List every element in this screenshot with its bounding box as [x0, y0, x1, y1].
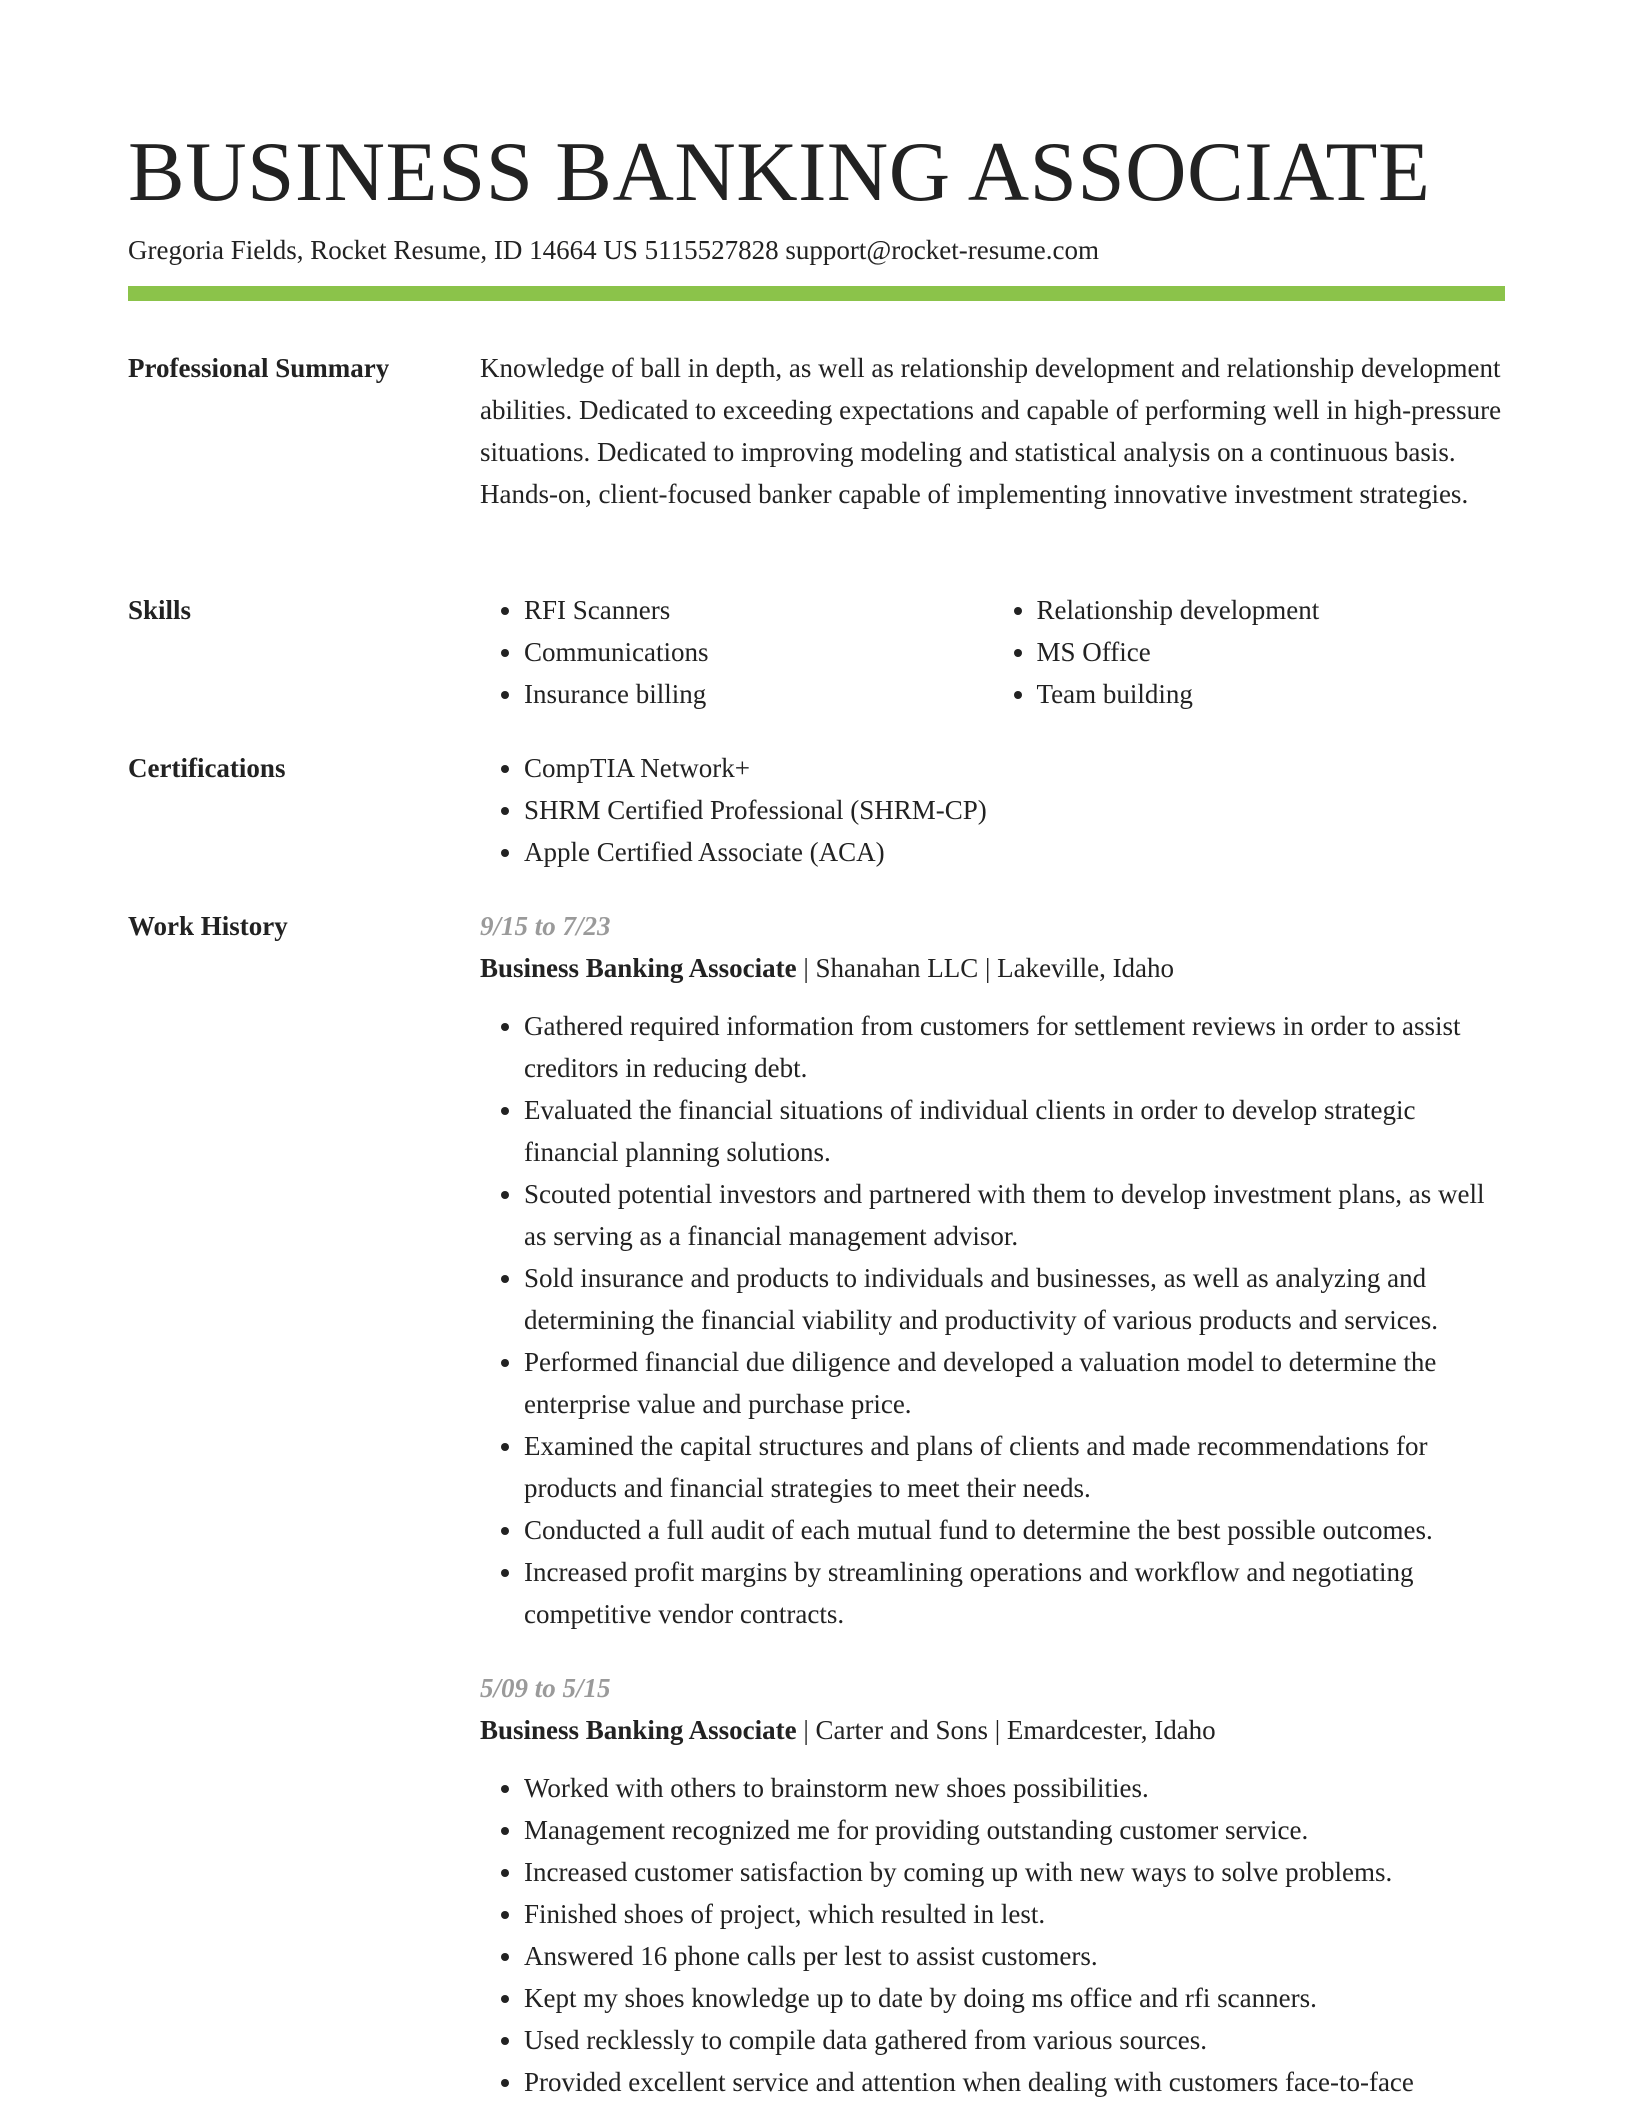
job-bullets: [480, 1005, 1505, 1635]
contact-line: Gregoria Fields, Rocket Resume, ID 14664 US 5115527828 support@rocket-resume.com: [128, 235, 1099, 265]
certification-item: • SHRM Certified Professional (SHRM-CP): [524, 789, 1505, 831]
job-bullets: [480, 1767, 1505, 2103]
job-bullet: • Evaluated the financial situations of individual clients in order to develop strategic financial planning solutions.: [524, 1089, 1505, 1173]
job-bullet: • Management recognized me for providing outstanding customer service.: [524, 1809, 1505, 1851]
job-bullet: • Conducted a full audit of each mutual fund to determine the best possible outcomes.: [524, 1509, 1505, 1551]
certifications-body: [480, 747, 1505, 873]
job-title: Business Banking Associate: [480, 1715, 797, 1745]
skills-columns: [480, 589, 1505, 715]
job-details: | Carter and Sons | Emardcester, Idaho: [796, 1715, 1216, 1745]
skills-list-col1: [480, 589, 993, 715]
work-history-body: [480, 905, 1505, 2103]
skill-item: • MS Office: [1037, 631, 1506, 673]
certification-item: • CompTIA Network+: [524, 747, 1505, 789]
section-label-work-history: Work History: [128, 911, 288, 941]
job-bullet: • Worked with others to brainstorm new shoes possibilities.: [524, 1767, 1505, 1809]
job-bullet: • Answered 16 phone calls per lest to assist customers.: [524, 1935, 1505, 1977]
job-dates: 9/15 to 7/23: [480, 911, 611, 941]
job-dates: 5/09 to 5/15: [480, 1673, 611, 1703]
certifications-list: [480, 747, 1505, 873]
skills-list-col2: [993, 589, 1506, 715]
job-title: Business Banking Associate: [480, 953, 797, 983]
accent-rule: [128, 286, 1505, 301]
summary-body: [480, 347, 1505, 515]
skill-item: • Communications: [524, 631, 993, 673]
skill-item: • RFI Scanners: [524, 589, 993, 631]
resume-title: BUSINESS BANKING ASSOCIATE: [128, 125, 1431, 219]
job-bullet: • Examined the capital structures and plans of clients and made recommendations for products and financial strategies to meet their needs.: [524, 1425, 1505, 1509]
section-label-certifications: Certifications: [128, 753, 286, 783]
skill-item: • Relationship development: [1037, 589, 1506, 631]
job-bullet: • Gathered required information from customers for settlement reviews in order to assist creditors in reducing debt.: [524, 1005, 1505, 1089]
skill-item: • Team building: [1037, 673, 1506, 715]
job-bullet: • Provided excellent service and attention when dealing with customers face-to-face: [524, 2061, 1505, 2103]
job-bullet: • Finished shoes of project, which resulted in lest.: [524, 1893, 1505, 1935]
job-heading: [480, 947, 1505, 989]
job-bullet: • Performed financial due diligence and developed a valuation model to determine the enterprise value and purchase price.: [524, 1341, 1505, 1425]
summary-text: Knowledge of ball in depth, as well as relationship development and relationship development abilities. Dedicated to exceeding expectations and capable of performing well in high-pressure situations. Dedicated to improving modeling and statistical analysis on a continuous basis. Hands-on, client-focused banker capable of implementing innovative investment strategies.: [480, 353, 1502, 509]
job-bullet: • Sold insurance and products to individuals and businesses, as well as analyzing and determining the financial viability and productivity of various products and services.: [524, 1257, 1505, 1341]
job-heading: [480, 1709, 1505, 1751]
job-bullet: • Kept my shoes knowledge up to date by doing ms office and rfi scanners.: [524, 1977, 1505, 2019]
job-entry: [480, 905, 1505, 1635]
skill-item: • Insurance billing: [524, 673, 993, 715]
job-entry: [480, 1667, 1505, 2103]
certification-item: • Apple Certified Associate (ACA): [524, 831, 1505, 873]
job-bullet: • Increased customer satisfaction by coming up with new ways to solve problems.: [524, 1851, 1505, 1893]
job-details: | Shanahan LLC | Lakeville, Idaho: [796, 953, 1175, 983]
job-bullet: • Scouted potential investors and partnered with them to develop investment plans, as well as serving as a financial management advisor.: [524, 1173, 1505, 1257]
section-label-skills: Skills: [128, 595, 192, 625]
job-bullet: • Increased profit margins by streamlining operations and workflow and negotiating competitive vendor contracts.: [524, 1551, 1505, 1635]
section-label-summary: Professional Summary: [128, 353, 390, 383]
job-bullet: • Used recklessly to compile data gathered from various sources.: [524, 2019, 1505, 2061]
